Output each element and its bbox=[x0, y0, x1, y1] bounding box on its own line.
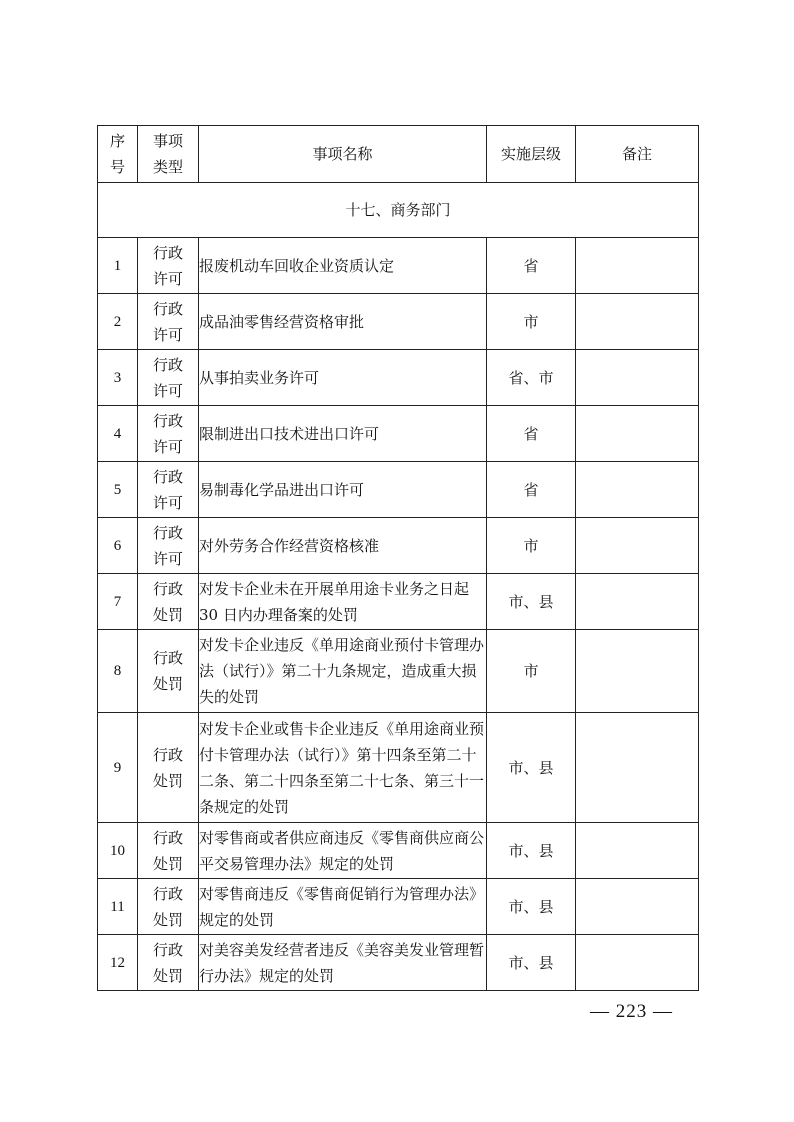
row-type: 行政处罚 bbox=[138, 713, 199, 823]
table-row bbox=[98, 518, 699, 574]
row-level: 市、县 bbox=[487, 935, 576, 991]
table-row bbox=[98, 823, 699, 879]
row-name: 从事拍卖业务许可 bbox=[199, 350, 487, 406]
row-name: 报废机动车回收企业资质认定 bbox=[199, 238, 487, 294]
row-note bbox=[576, 823, 699, 879]
row-note bbox=[576, 518, 699, 574]
row-type: 行政处罚 bbox=[138, 935, 199, 991]
row-num: 11 bbox=[98, 879, 138, 935]
section-title: 十七、商务部门 bbox=[98, 183, 699, 238]
row-num: 6 bbox=[98, 518, 138, 574]
row-note bbox=[576, 879, 699, 935]
row-num: 4 bbox=[98, 406, 138, 462]
table-row bbox=[98, 574, 699, 630]
table-row bbox=[98, 462, 699, 518]
row-note bbox=[576, 350, 699, 406]
row-num: 12 bbox=[98, 935, 138, 991]
row-note bbox=[576, 713, 699, 823]
header-seq: 序号 bbox=[98, 126, 138, 183]
table-header-row bbox=[98, 126, 699, 183]
row-level: 市、县 bbox=[487, 879, 576, 935]
row-note bbox=[576, 630, 699, 713]
header-note: 备注 bbox=[576, 126, 699, 183]
row-name: 对零售商违反《零售商促销行为管理办法》规定的处罚 bbox=[199, 879, 487, 935]
row-level: 省 bbox=[487, 238, 576, 294]
row-note bbox=[576, 462, 699, 518]
row-type: 行政处罚 bbox=[138, 823, 199, 879]
page-number: — 223 — bbox=[590, 1001, 673, 1022]
row-level: 省 bbox=[487, 406, 576, 462]
row-name: 对发卡企业违反《单用途商业预付卡管理办法（试行）》第二十九条规定，造成重大损失的处罚 bbox=[199, 630, 487, 713]
row-level: 市、县 bbox=[487, 823, 576, 879]
row-note bbox=[576, 238, 699, 294]
row-num: 1 bbox=[98, 238, 138, 294]
row-note bbox=[576, 294, 699, 350]
row-num: 10 bbox=[98, 823, 138, 879]
header-name: 事项名称 bbox=[199, 126, 487, 183]
row-type: 行政许可 bbox=[138, 518, 199, 574]
row-num: 3 bbox=[98, 350, 138, 406]
row-num: 7 bbox=[98, 574, 138, 630]
row-note bbox=[576, 574, 699, 630]
row-note bbox=[576, 935, 699, 991]
table-row bbox=[98, 935, 699, 991]
row-type: 行政处罚 bbox=[138, 879, 199, 935]
table-row bbox=[98, 406, 699, 462]
row-name: 对外劳务合作经营资格核准 bbox=[199, 518, 487, 574]
items-table bbox=[97, 125, 699, 991]
row-type: 行政许可 bbox=[138, 238, 199, 294]
table-row bbox=[98, 294, 699, 350]
row-num: 5 bbox=[98, 462, 138, 518]
section-row bbox=[98, 183, 699, 238]
row-type: 行政处罚 bbox=[138, 630, 199, 713]
row-level: 省 bbox=[487, 462, 576, 518]
row-level: 市 bbox=[487, 294, 576, 350]
row-type: 行政许可 bbox=[138, 462, 199, 518]
row-level: 省、市 bbox=[487, 350, 576, 406]
row-name: 限制进出口技术进出口许可 bbox=[199, 406, 487, 462]
table-row bbox=[98, 879, 699, 935]
row-num: 2 bbox=[98, 294, 138, 350]
row-level: 市 bbox=[487, 518, 576, 574]
row-type: 行政处罚 bbox=[138, 574, 199, 630]
row-type: 行政许可 bbox=[138, 350, 199, 406]
row-level: 市、县 bbox=[487, 713, 576, 823]
row-level: 市 bbox=[487, 630, 576, 713]
row-num: 9 bbox=[98, 713, 138, 823]
row-name: 对发卡企业或售卡企业违反《单用途商业预付卡管理办法（试行）》第十四条至第二十二条、第二十四条至第二十七条、第三十一条规定的处罚 bbox=[199, 713, 487, 823]
row-type: 行政许可 bbox=[138, 406, 199, 462]
table-row bbox=[98, 350, 699, 406]
row-name: 易制毒化学品进出口许可 bbox=[199, 462, 487, 518]
header-level: 实施层级 bbox=[487, 126, 576, 183]
row-name: 对发卡企业未在开展单用途卡业务之日起 30 日内办理备案的处罚 bbox=[199, 574, 487, 630]
row-name: 成品油零售经营资格审批 bbox=[199, 294, 487, 350]
row-level: 市、县 bbox=[487, 574, 576, 630]
table-row bbox=[98, 238, 699, 294]
header-type: 事项类型 bbox=[138, 126, 199, 183]
row-name: 对零售商或者供应商违反《零售商供应商公平交易管理办法》规定的处罚 bbox=[199, 823, 487, 879]
table-row bbox=[98, 630, 699, 713]
row-name: 对美容美发经营者违反《美容美发业管理暂行办法》规定的处罚 bbox=[199, 935, 487, 991]
table-row bbox=[98, 713, 699, 823]
row-num: 8 bbox=[98, 630, 138, 713]
row-type: 行政许可 bbox=[138, 294, 199, 350]
row-note bbox=[576, 406, 699, 462]
